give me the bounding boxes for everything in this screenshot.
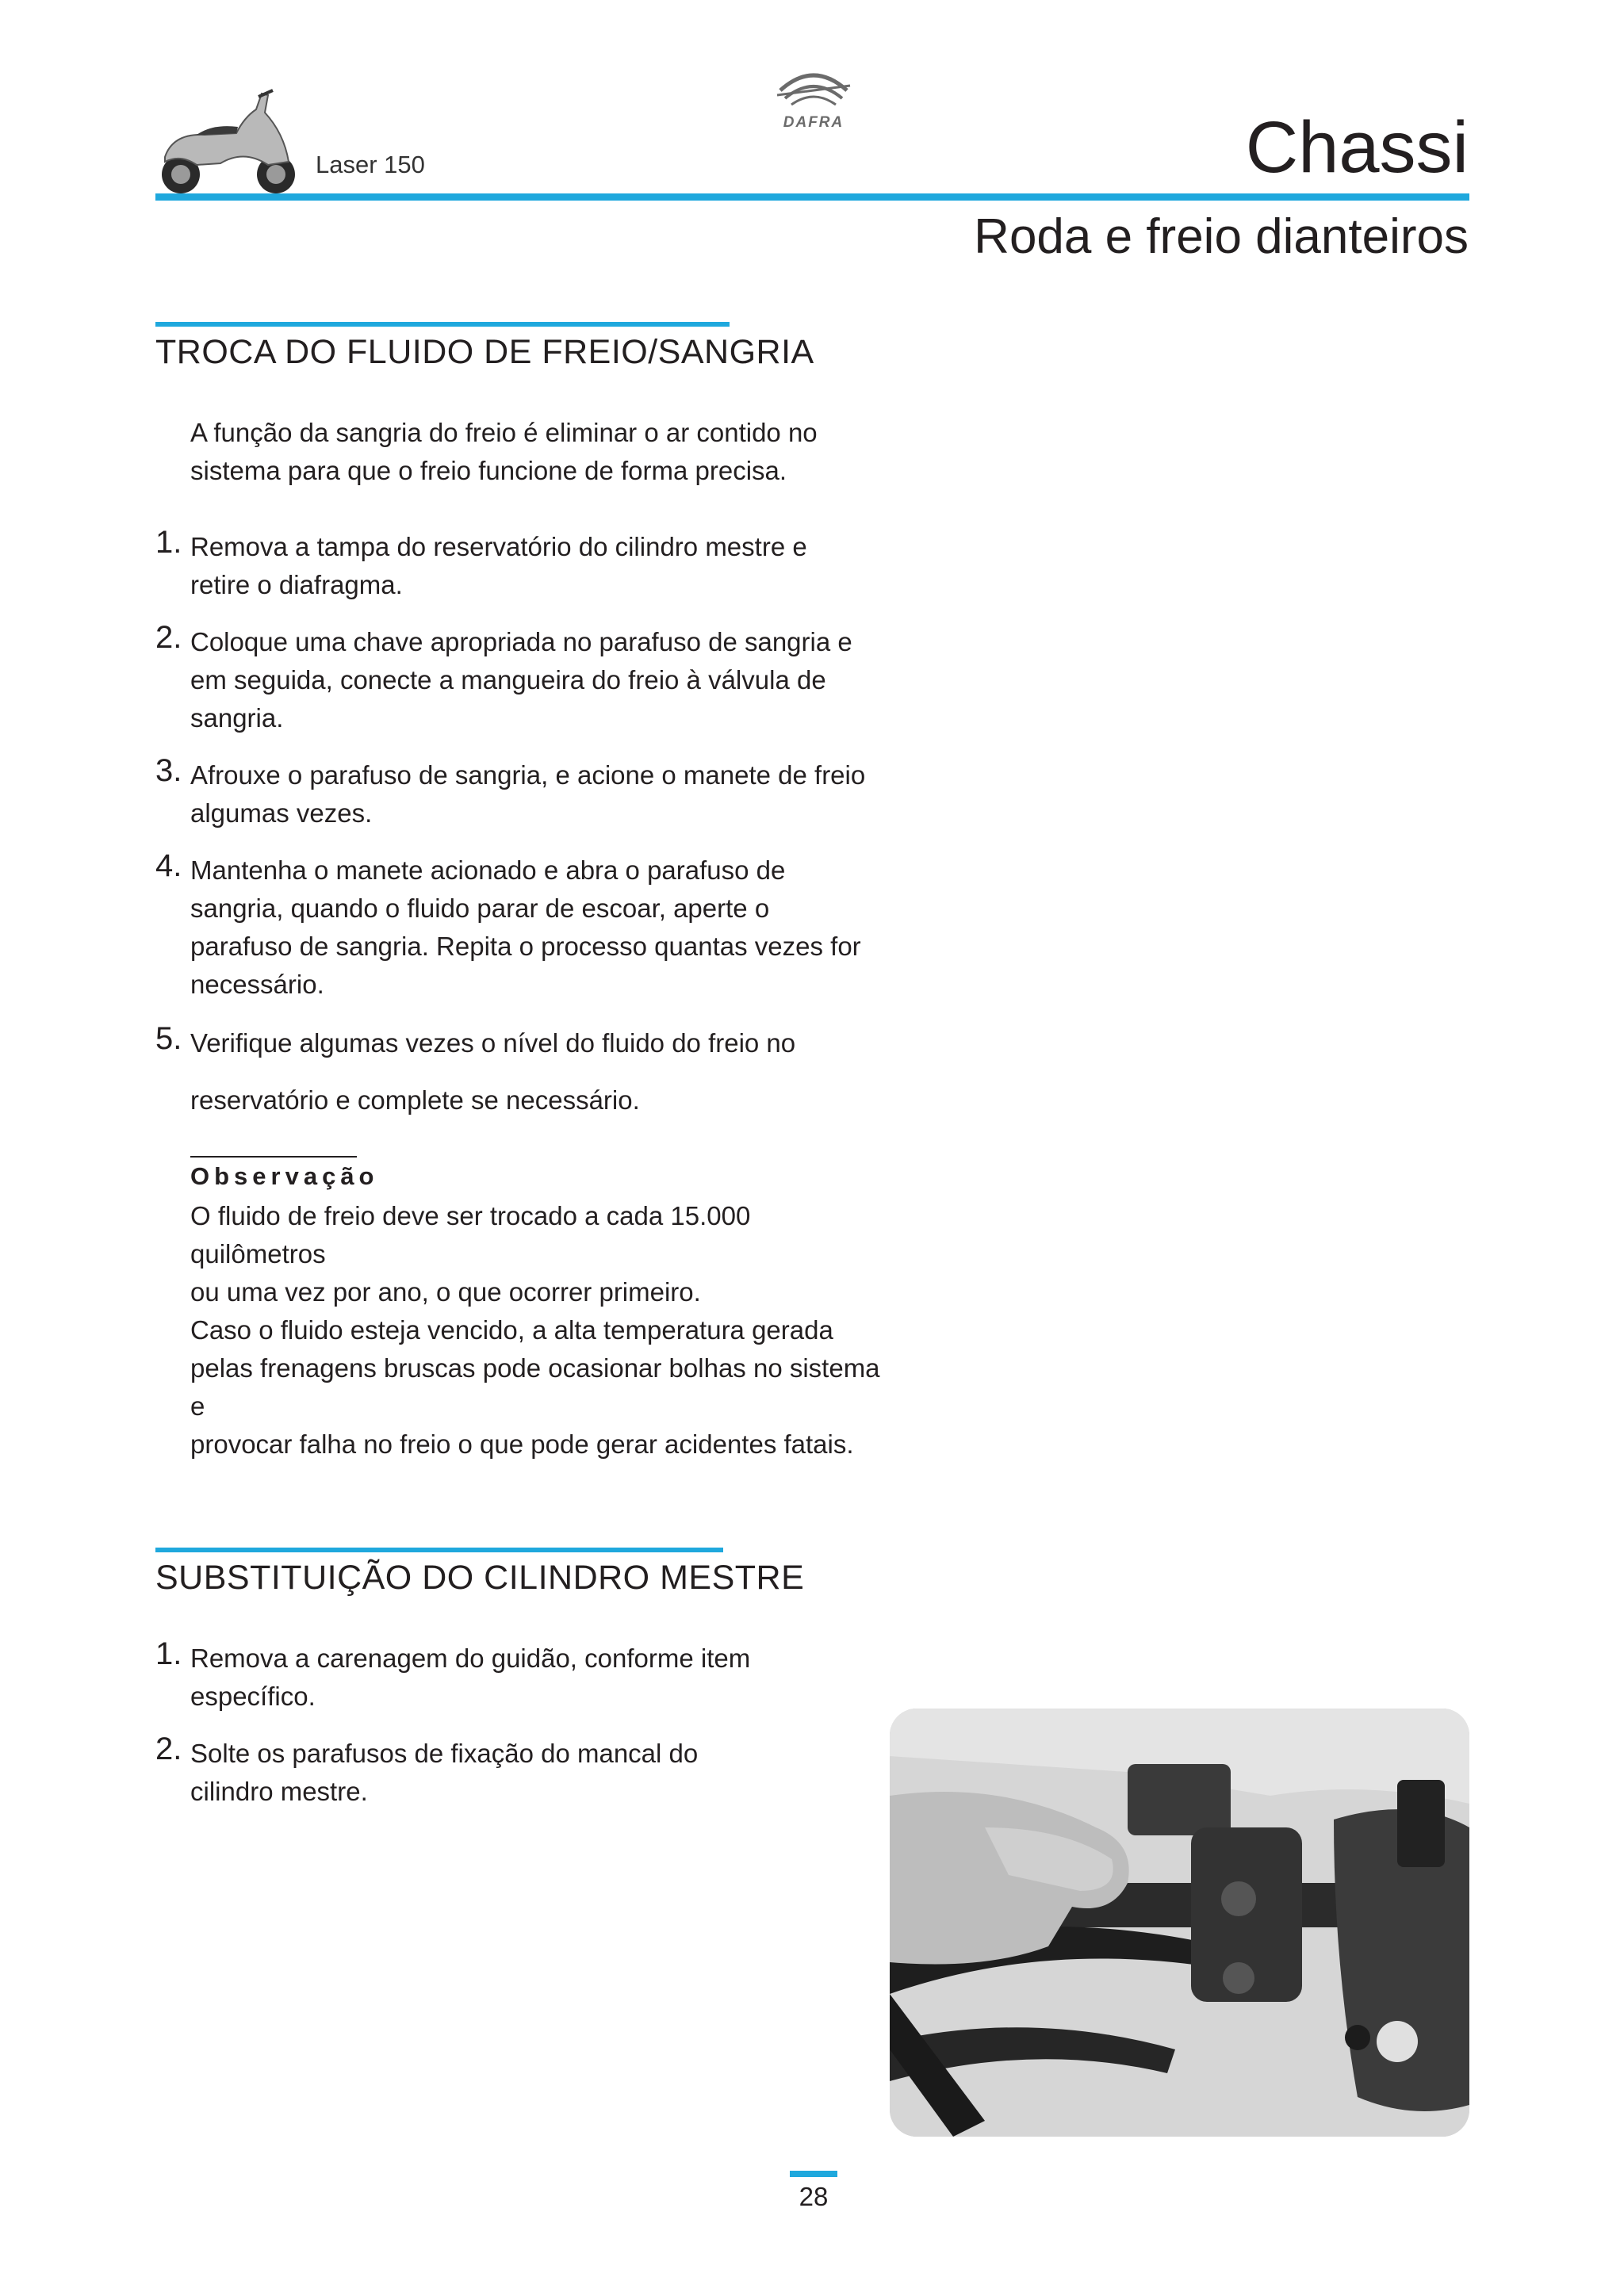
step-number: 1. — [155, 525, 182, 560]
note-title: Observação — [190, 1162, 379, 1190]
page-number: 28 — [799, 2182, 829, 2211]
step-text: Remova a carenagem do guidão, conforme item específico. — [190, 1644, 751, 1711]
master-cylinder-photo — [890, 1709, 1469, 2137]
step-text: Solte os parafusos de fixação do mancal do cilindro mestre. — [190, 1739, 699, 1806]
chapter-title: Chassi — [1245, 107, 1469, 188]
note-line: O fluido de freio deve ser trocado a cada 15.000 quilômetros — [190, 1201, 751, 1269]
note-line: Caso o fluido esteja vencido, a alta temperatura gerada — [190, 1315, 833, 1345]
header-rule — [155, 193, 1469, 201]
step-text: Verifique algumas vezes o nível do fluido do freio no — [190, 1028, 796, 1058]
master-cylinder-heading-rule — [155, 1548, 723, 1552]
note-text — [190, 1197, 888, 1464]
step-number: 3. — [155, 753, 182, 788]
bleeding-heading-rule — [155, 322, 730, 327]
step-number: 1. — [155, 1636, 182, 1671]
bleeding-intro: A função da sangria do freio é eliminar o ar contido no sistema para que o freio funcione de forma precisa. — [190, 418, 818, 485]
step-text: Afrouxe o parafuso de sangria, e acione o manete de freio algumas vezes. — [190, 760, 866, 828]
step-text: Remova a tampa do reservatório do cilindro mestre e retire o diafragma. — [190, 532, 807, 599]
step-text: Coloque uma chave apropriada no parafuso de sangria e em seguida, conecte a mangueira do freio à válvula de sangria. — [190, 627, 852, 733]
step-number: 2. — [155, 1732, 182, 1766]
page-header — [0, 0, 1624, 301]
brand-name: DAFRA — [783, 114, 845, 131]
section-title: Roda e freio dianteiros — [974, 209, 1469, 264]
scooter-illustration — [149, 86, 308, 197]
bleeding-heading: TROCA DO FLUIDO DE FREIO/SANGRIA — [155, 333, 814, 371]
note-line: ou uma vez por ano, o que ocorrer primeiro. — [190, 1277, 701, 1307]
handlebar-photo-illustration — [890, 1709, 1469, 2137]
model-name: Laser 150 — [316, 151, 425, 178]
step-number: 2. — [155, 620, 182, 655]
step-text: Mantenha o manete acionado e abra o parafuso de sangria, quando o fluido parar de escoar, aperte o parafuso de sangria. Repita o processo quantas vezes for necessário. — [190, 855, 861, 999]
page-number-marker — [790, 2171, 837, 2177]
step-number: 4. — [155, 848, 182, 883]
step-number: 5. — [155, 1021, 182, 1056]
note-line: pelas frenagens bruscas pode ocasionar bolhas no sistema e — [190, 1353, 880, 1421]
note-line: provocar falha no freio o que pode gerar acidentes fatais. — [190, 1429, 854, 1459]
note-rule — [190, 1156, 357, 1158]
master-cylinder-heading: SUBSTITUIÇÃO DO CILINDRO MESTRE — [155, 1559, 805, 1597]
bleeding-step-5-continuation: reservatório e complete se necessário. — [190, 1085, 640, 1115]
